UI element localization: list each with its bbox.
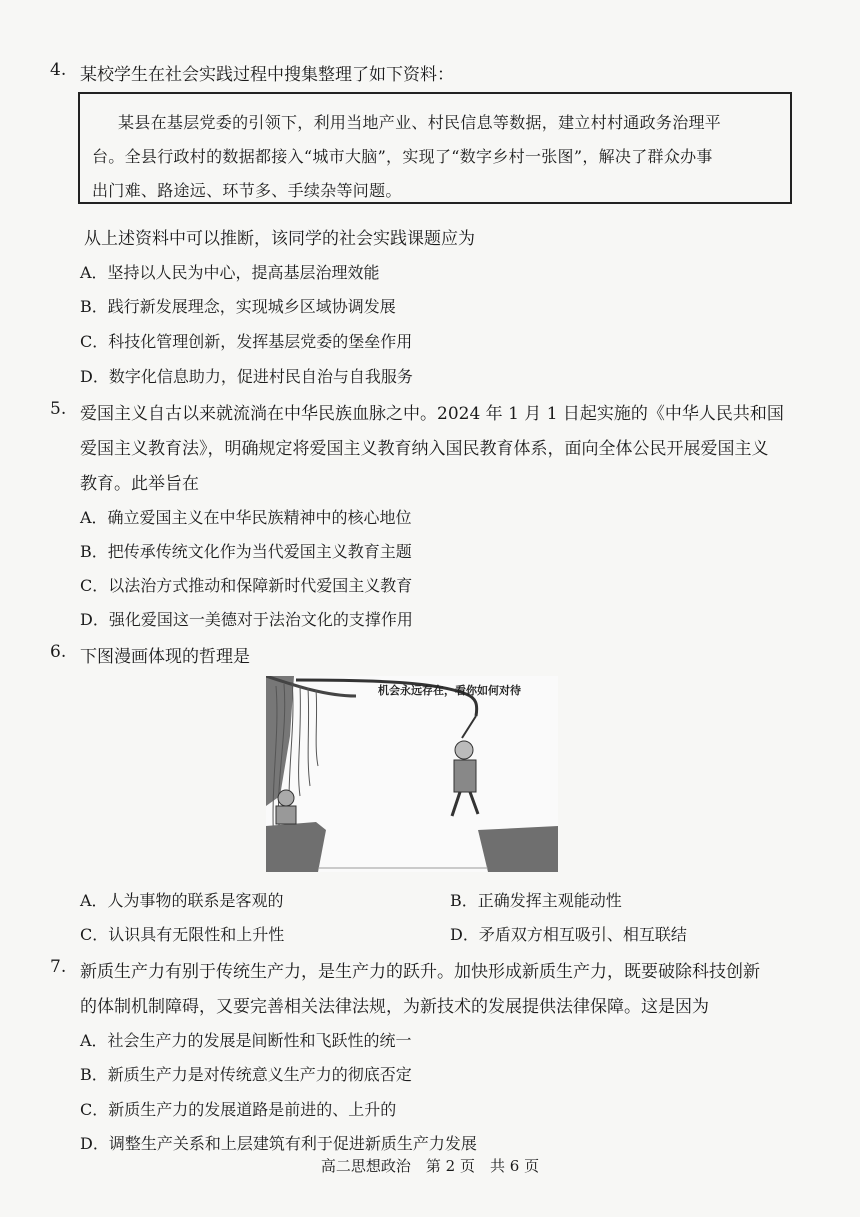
sitting-person [276,790,296,824]
option-c: C．科技化管理创新，发挥基层党委的堡垒作用 [80,332,413,351]
option-a: A．社会生产力的发展是间断性和飞跃性的统一 [80,1031,412,1050]
cartoon-image [266,676,558,872]
option-d: D．矛盾双方相互吸引、相互联结 [450,925,687,944]
material-line: 某县在基层党委的引领下，利用当地产业、村民信息等数据，建立村村通政务治理平 [118,113,722,132]
option-b: B．践行新发展理念，实现城乡区域协调发展 [80,297,396,316]
question-number: 5. [50,399,67,419]
option-d: D．调整生产关系和上层建筑有利于促进新质生产力发展 [80,1134,477,1153]
question-number: 6. [50,642,67,662]
question-stem-line: 爱国主义自古以来就流淌在中华民族血脉之中。2024 年 1 月 1 日起实施的《中华人民共和国 [80,404,784,424]
right-cliff [478,826,558,872]
option-b: B．新质生产力是对传统意义生产力的彻底否定 [80,1065,412,1084]
question-number: 7. [50,957,67,977]
option-d: D．数字化信息助力，促进村民自治与自我服务 [80,367,413,386]
material-line: 出门难、路途远、环节多、手续杂等问题。 [92,181,402,200]
option-a: A．人为事物的联系是客观的 [80,891,284,910]
option-c: C．新质生产力的发展道路是前进的、上升的 [80,1100,397,1119]
option-c: C．以法治方式推动和保障新时代爱国主义教育 [80,576,413,595]
cartoon-caption: 机会永远存在，看你如何对待 [378,684,521,697]
option-a: A．确立爱国主义在中华民族精神中的核心地位 [80,508,412,527]
material-line: 台。全县行政村的数据都接入“城市大脑”，实现了“数字乡村一张图”，解决了群众办事 [92,147,713,166]
option-c: C．认识具有无限性和上升性 [80,925,285,944]
question-stem-line: 新质生产力有别于传统生产力，是生产力的跃升。加快形成新质生产力，既要破除科技创新 [80,962,760,982]
page-footer: 高二思想政治 第 2 页 共 6 页 [320,1157,540,1175]
question-number: 4. [50,60,67,80]
option-d: D．强化爱国这一美德对于法治文化的支撑作用 [80,610,413,629]
question-stem: 下图漫画体现的哲理是 [80,647,250,667]
question-stem-line: 的体制机制障碍，又要完善相关法律法规，为新技术的发展提供法律保障。这是因为 [80,997,709,1017]
option-a: A．坚持以人民为中心，提高基层治理效能 [80,263,380,282]
cartoon-drawing [266,676,558,872]
question-text: 从上述资料中可以推断，该同学的社会实践课题应为 [84,229,475,249]
swinging-person [452,716,478,816]
left-cliff [266,822,326,872]
question-stem-line: 爱国主义教育法》，明确规定将爱国主义教育纳入国民教育体系，面向全体公民开展爱国主义 [80,439,769,459]
option-b: B．正确发挥主观能动性 [450,891,622,910]
option-b: B．把传承传统文化作为当代爱国主义教育主题 [80,542,412,561]
question-stem-line: 教育。此举旨在 [80,474,199,494]
question-stem: 某校学生在社会实践过程中搜集整理了如下资料： [80,65,454,85]
